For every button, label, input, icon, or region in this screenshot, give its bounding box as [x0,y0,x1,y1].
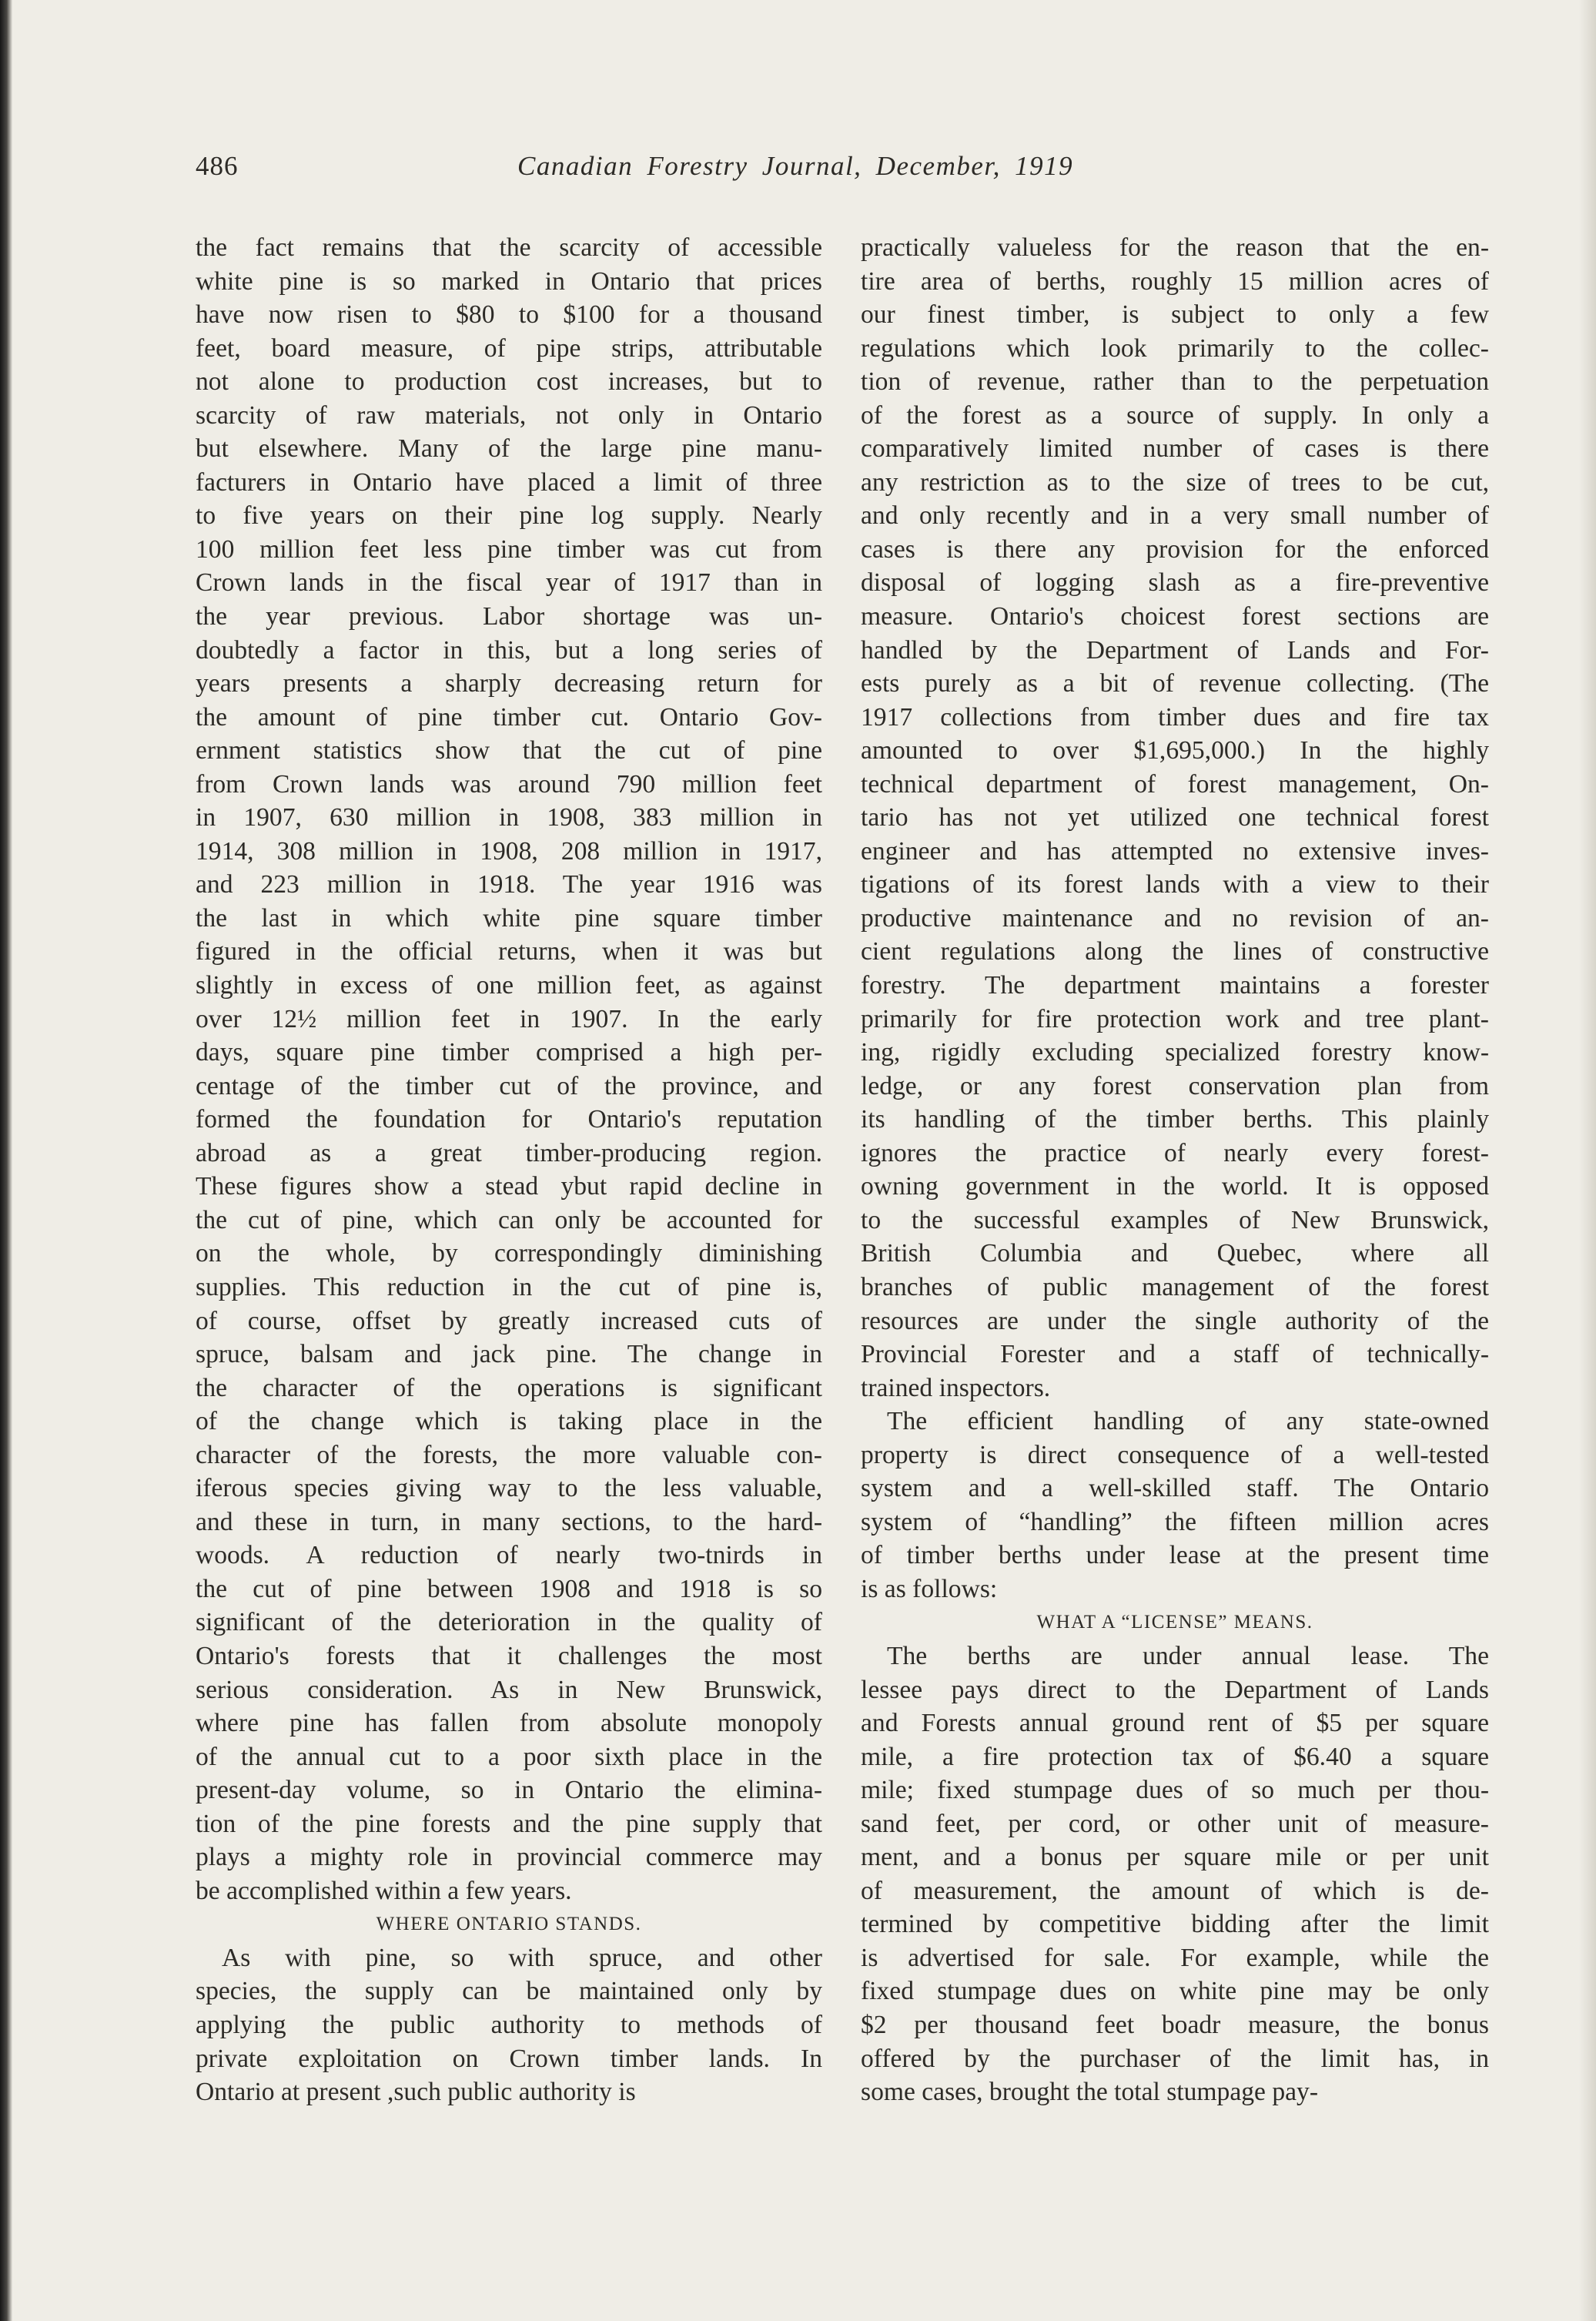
text-line: facturers in Ontario have placed a limit of three [196,467,822,497]
text-line: formed the foundation for Ontario's reputation [196,1105,822,1134]
text-line: trained inspectors. [861,1373,1051,1402]
text-line: its handling of the timber berths. This plainly [861,1105,1489,1134]
text-line: feet, board measure, of pipe strips, attributable [196,333,822,363]
text-line: days, square pine timber comprised a high per- [196,1038,822,1067]
text-line: our finest timber, is subject to only a few [861,300,1489,330]
text-line: is as follows: [861,1574,998,1603]
right-paragraph-3 [861,1639,1489,2109]
text-line: from Crown lands was around 790 million feet [196,769,822,799]
text-line: of the forest as a source of supply. In only a [861,400,1489,430]
text-line: the cut of pine between 1908 and 1918 is so [196,1574,822,1603]
text-line: system of “handling” the fifteen million acres [861,1507,1489,1536]
text-line: amounted to over $1,695,000.) In the highly [861,736,1489,765]
text-line: primarily for fire protection work and tree plant- [861,1004,1489,1033]
text-line: of the change which is taking place in the [196,1407,822,1436]
text-line: centage of the timber cut of the province, and [196,1071,822,1100]
text-line: in 1907, 630 million in 1908, 383 million in [196,803,822,832]
text-line: and these in turn, in many sections, to the hard- [196,1507,822,1536]
text-line: British Columbia and Quebec, where all [861,1239,1489,1268]
text-line: handled by the Department of Lands and For- [861,635,1489,665]
text-line: cient regulations along the lines of constructive [861,937,1489,966]
text-line: doubtedly a factor in this, but a long series of [196,635,822,665]
text-line: tion of revenue, rather than to the perpetuation [861,367,1489,397]
text-line: The efficient handling of any state-owned [887,1407,1489,1436]
text-line: and 223 million in 1918. The year 1916 was [196,870,822,899]
right-paragraph-1 [861,231,1489,1405]
running-title: Canadian Forestry Journal, December, 1919 [517,151,1074,181]
text-line: Ontario's forests that it challenges the most [196,1641,822,1670]
text-line: any restriction as to the size of trees to be cut, [861,467,1489,497]
text-line: regulations which look primarily to the collec- [861,333,1489,363]
text-line: woods. A reduction of nearly two-tnirds in [196,1541,822,1570]
text-line: the last in which white pine square timber [196,903,822,933]
page-number: 486 [196,151,239,181]
text-line: scarcity of raw materials, not only in Ontario [196,400,822,430]
text-line: ignores the practice of nearly every forest- [861,1138,1489,1167]
right-column [861,231,1489,2109]
page-edge [1579,0,1596,2321]
text-line: These figures show a stead ybut rapid decline in [196,1172,822,1201]
text-line: white pine is so marked in Ontario that prices [196,266,822,296]
text-line: The berths are under annual lease. The [887,1641,1489,1670]
text-line: forestry. The department maintains a forester [861,971,1489,1000]
text-line: plays a mighty role in provincial commerce may [196,1843,822,1872]
text-line: tion of the pine forests and the pine supply that [196,1809,822,1838]
text-line: resources are under the single authority of the [861,1306,1489,1335]
text-line: abroad as a great timber-producing region. [196,1138,822,1167]
text-line: not alone to production cost increases, but to [196,367,822,397]
left-column [196,231,822,2109]
text-line: and Forests annual ground rent of $5 per square [861,1709,1489,1738]
text-line: but elsewhere. Many of the large pine manu- [196,434,822,464]
text-line: productive maintenance and no revision of an- [861,903,1489,933]
text-line: have now risen to $80 to $100 for a thousand [196,300,822,330]
text-line: ernment statistics show that the cut of pine [196,736,822,765]
text-line: branches of public management of the forest [861,1272,1489,1301]
text-line: tigations of its forest lands with a view to their [861,870,1489,899]
text-line: Provincial Forester and a staff of technically- [861,1340,1489,1369]
text-line: tario has not yet utilized one technical forest [861,803,1489,832]
text-line: to the successful examples of New Brunswick, [861,1205,1489,1234]
text-line: supplies. This reduction in the cut of pine is, [196,1272,822,1301]
book-spine-shadow [0,0,12,2321]
text-line: technical department of forest management, On- [861,769,1489,799]
text-line: Ontario at present ,such public authority is [196,2078,636,2107]
text-line: cases is there any provision for the enforced [861,534,1489,564]
text-line: sand feet, per cord, or other unit of measure- [861,1809,1489,1838]
text-line: where pine has fallen from absolute monopoly [196,1709,822,1738]
text-line: the amount of pine timber cut. Ontario Gov- [196,702,822,732]
text-line: fixed stumpage dues on white pine may be only [861,1977,1489,2006]
text-line: and only recently and in a very small number of [861,501,1489,531]
text-line: of course, offset by greatly increased cuts of [196,1306,822,1335]
text-line: 1917 collections from timber dues and fire tax [861,702,1489,732]
text-line: disposal of logging slash as a fire-preventive [861,568,1489,598]
text-line: character of the forests, the more valuable con- [196,1440,822,1469]
text-line: owning government in the world. It is opposed [861,1172,1489,1201]
text-line: As with pine, so with spruce, and other [222,1943,822,1972]
text-line: mile, a fire protection tax of $6.40 a square [861,1742,1489,1771]
text-line: significant of the deterioration in the quality of [196,1608,822,1637]
text-line: measure. Ontario's choicest forest sections are [861,602,1489,631]
text-line: the year previous. Labor shortage was un- [196,602,822,631]
text-line: applying the public authority to methods of [196,2010,822,2039]
page-header [196,151,1504,197]
text-line: property is direct consequence of a well-tested [861,1440,1489,1469]
text-line: of measurement, the amount of which is de- [861,1876,1489,1905]
text-line: Crown lands in the fiscal year of 1917 than in [196,568,822,598]
text-line: slightly in excess of one million feet, as against [196,971,822,1000]
text-line: spruce, balsam and jack pine. The change in [196,1340,822,1369]
text-line: figured in the official returns, when it was but [196,937,822,966]
text-line: 100 million feet less pine timber was cut from [196,534,822,564]
text-line: offered by the purchaser of the limit has, in [861,2044,1489,2073]
text-line: the character of the operations is significant [196,1373,822,1402]
text-line: of timber berths under lease at the present time [861,1541,1489,1570]
text-line: comparatively limited number of cases is there [861,434,1489,464]
text-line: over 12½ million feet in 1907. In the early [196,1004,822,1033]
right-paragraph-2 [861,1405,1489,1606]
text-line: of the annual cut to a poor sixth place in the [196,1742,822,1771]
text-line: species, the supply can be maintained only by [196,1977,822,2006]
left-paragraph-1 [196,231,822,1907]
text-line: practically valueless for the reason that the en- [861,233,1489,262]
text-line: private exploitation on Crown timber lands. In [196,2044,822,2073]
subheading-what-a-license-means: WHAT A “LICENSE” MEANS. [1036,1612,1313,1633]
text-line: 1914, 308 million in 1908, 208 million in 1917, [196,836,822,866]
text-line: is advertised for sale. For example, while the [861,1943,1489,1972]
text-line: engineer and has attempted no extensive inves- [861,836,1489,866]
left-paragraph-2 [196,1941,822,2109]
text-line: lessee pays direct to the Department of Lands [861,1675,1489,1704]
text-line: ests purely as a bit of revenue collecting. (The [861,669,1489,698]
text-line: mile; fixed stumpage dues of so much per thou- [861,1776,1489,1805]
text-line: be accomplished within a few years. [196,1876,572,1905]
text-line: termined by competitive bidding after the limit [861,1910,1489,1939]
text-line: serious consideration. As in New Brunswick, [196,1675,822,1704]
subheading-where-ontario-stands: WHERE ONTARIO STANDS. [376,1914,642,1935]
text-line: iferous species giving way to the less valuable, [196,1474,822,1503]
text-line: on the whole, by correspondingly diminishing [196,1239,822,1268]
text-line: the cut of pine, which can only be accounted for [196,1205,822,1234]
text-line: ing, rigidly excluding specialized forestry know- [861,1038,1489,1067]
text-line: years presents a sharply decreasing return for [196,669,822,698]
text-line: tire area of berths, roughly 15 million acres of [861,266,1489,296]
text-line: system and a well-skilled staff. The Ontario [861,1474,1489,1503]
text-line: some cases, brought the total stumpage pay- [861,2078,1318,2107]
text-line: the fact remains that the scarcity of accessible [196,233,822,262]
text-line: ledge, or any forest conservation plan from [861,1071,1489,1100]
text-line: ment, and a bonus per square mile or per unit [861,1843,1489,1872]
text-line: to five years on their pine log supply. Nearly [196,501,822,531]
text-line: $2 per thousand feet boadr measure, the bonus [861,2010,1489,2039]
text-line: present-day volume, so in Ontario the elimina- [196,1776,822,1805]
